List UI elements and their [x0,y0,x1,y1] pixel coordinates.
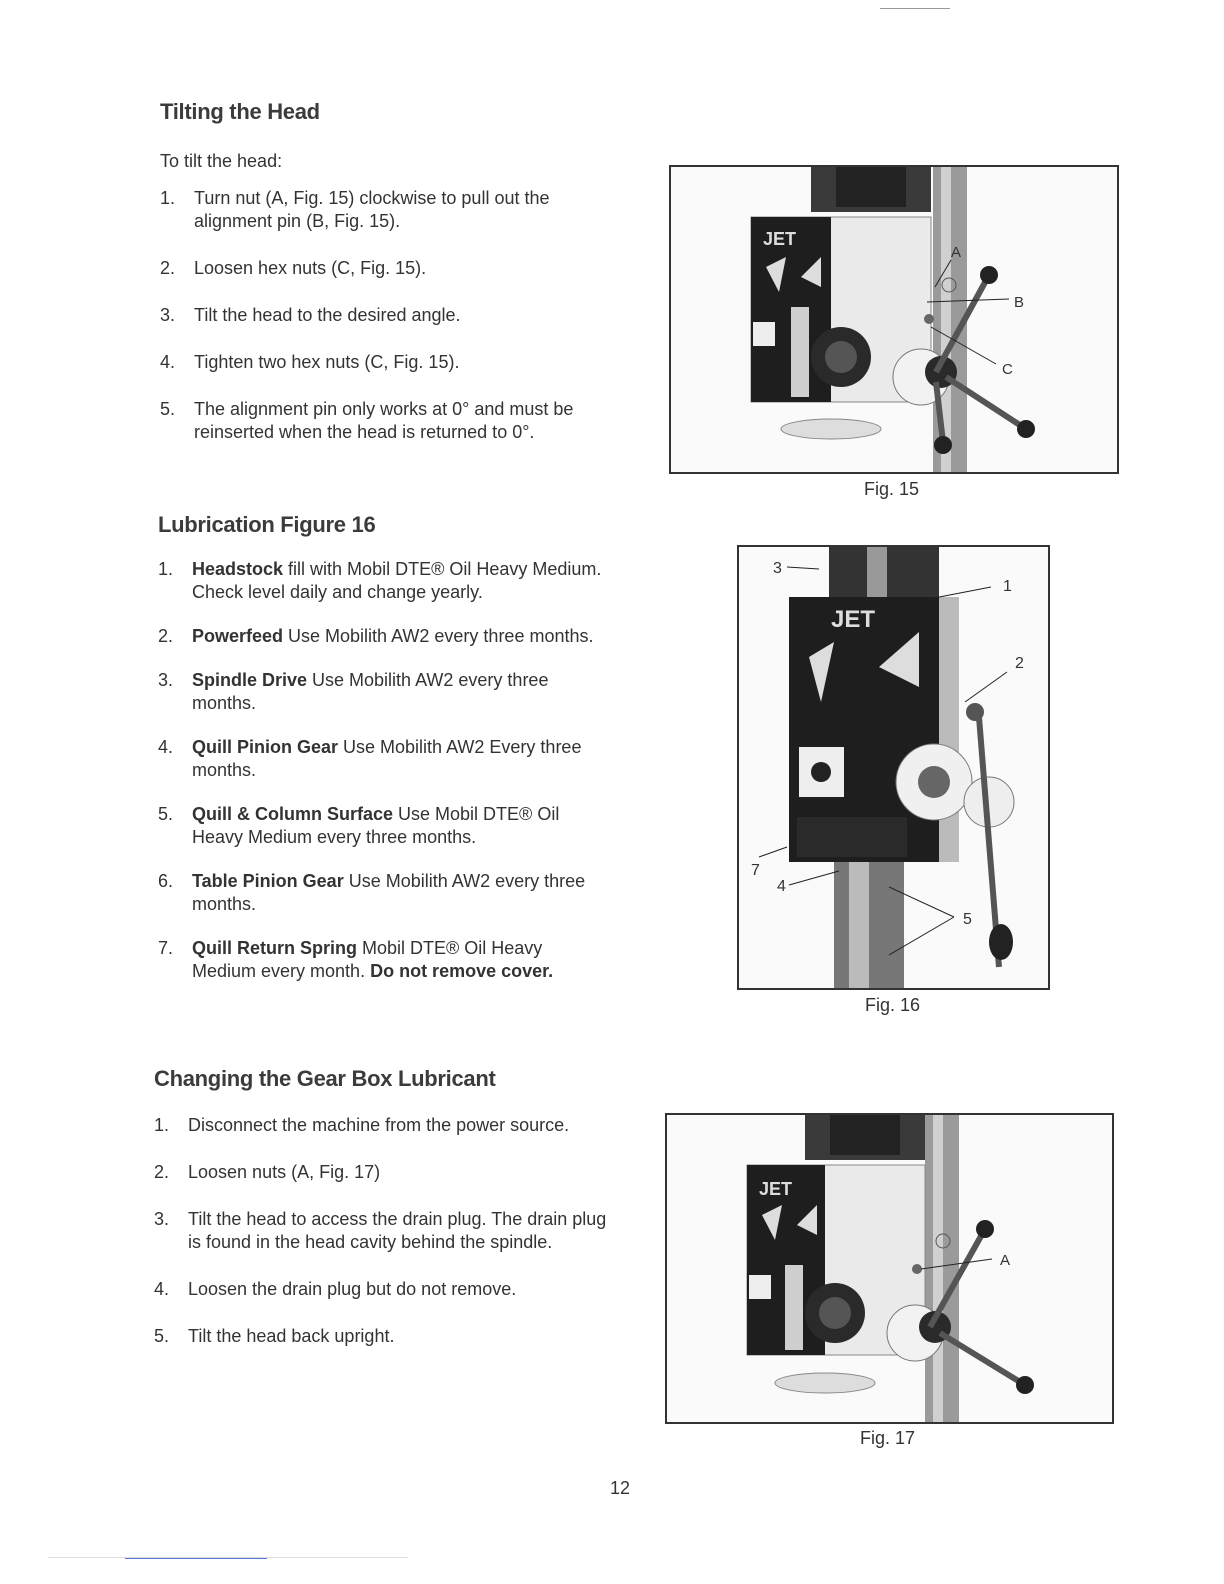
scan-artifact-line [48,1557,408,1558]
jet-logo: JET [831,606,876,633]
label-a: A [951,244,962,261]
list-item: 6. Table Pinion Gear Use Mobilith AW2 every three months. [158,871,586,914]
list-item: 5. The alignment pin only works at 0° and must be reinserted when the head is returned to 0°. [160,399,574,442]
drill-press-head-illustration [667,1115,1112,1422]
label-4: 4 [777,878,786,895]
scan-artifact-line [880,8,950,9]
list-item: 1. Disconnect the machine from the power source. [154,1115,570,1135]
gearbox-steps-list [154,1114,614,1348]
tilting-steps-list [160,187,620,444]
label-2: 2 [1015,655,1024,672]
list-item: 4. Quill Pinion Gear Use Mobilith AW2 Every three months. [158,737,582,780]
figure-17-caption: Fig. 17 [860,1428,916,1448]
jet-logo: JET [759,1179,793,1199]
section-title-tilting-head: Tilting the Head [160,99,320,124]
list-item: 7. Quill Return Spring Mobil DTE® Oil Heavy Medium every month. Do not remove cover. [158,938,554,981]
label-b: B [1014,294,1025,311]
list-item: 2. Loosen nuts (A, Fig. 17) [154,1162,381,1182]
list-item: 2. Loosen hex nuts (C, Fig. 15). [160,258,427,278]
figure-15-caption: Fig. 15 [864,479,920,499]
label-1: 1 [1003,578,1012,595]
list-item: 2. Powerfeed Use Mobilith AW2 every three months. [158,626,594,646]
label-5: 5 [963,911,972,928]
figure-17-photo [665,1113,1114,1424]
list-item: 1. Turn nut (A, Fig. 15) clockwise to pull out the alignment pin (B, Fig. 15). [160,188,550,231]
tilting-intro: To tilt the head: [160,151,283,171]
list-item: 4. Tighten two hex nuts (C, Fig. 15). [160,352,460,372]
figure-15-photo [669,165,1119,474]
list-item: 5. Quill & Column Surface Use Mobil DTE® Oil Heavy Medium every three months. [158,804,560,847]
label-c: C [1002,361,1013,378]
jet-logo: JET [763,229,797,249]
label-7: 7 [751,862,760,879]
page-number: 12 [610,1478,631,1498]
list-item: 3. Spindle Drive Use Mobilith AW2 every three months. [158,670,549,713]
label-a: A [1000,1252,1011,1269]
section-title-lubrication: Lubrication Figure 16 [158,512,376,537]
figure-16-caption: Fig. 16 [865,995,921,1015]
list-item: 5. Tilt the head back upright. [154,1326,395,1346]
drill-press-front-illustration [739,547,1048,988]
drill-press-head-illustration [671,167,1117,472]
list-item: 1. Headstock fill with Mobil DTE® Oil Heavy Medium. Check level daily and change yearly. [158,559,602,602]
list-item: 3. Tilt the head to access the drain plug. The drain plug is found in the head cavity behind the spindle. [154,1209,607,1252]
figure-16-photo [737,545,1050,990]
lubrication-steps-list [158,558,608,983]
section-title-gearbox: Changing the Gear Box Lubricant [154,1066,496,1091]
list-item: 3. Tilt the head to the desired angle. [160,305,461,325]
label-3: 3 [773,560,782,577]
list-item: 4. Loosen the drain plug but do not remove. [154,1279,517,1299]
